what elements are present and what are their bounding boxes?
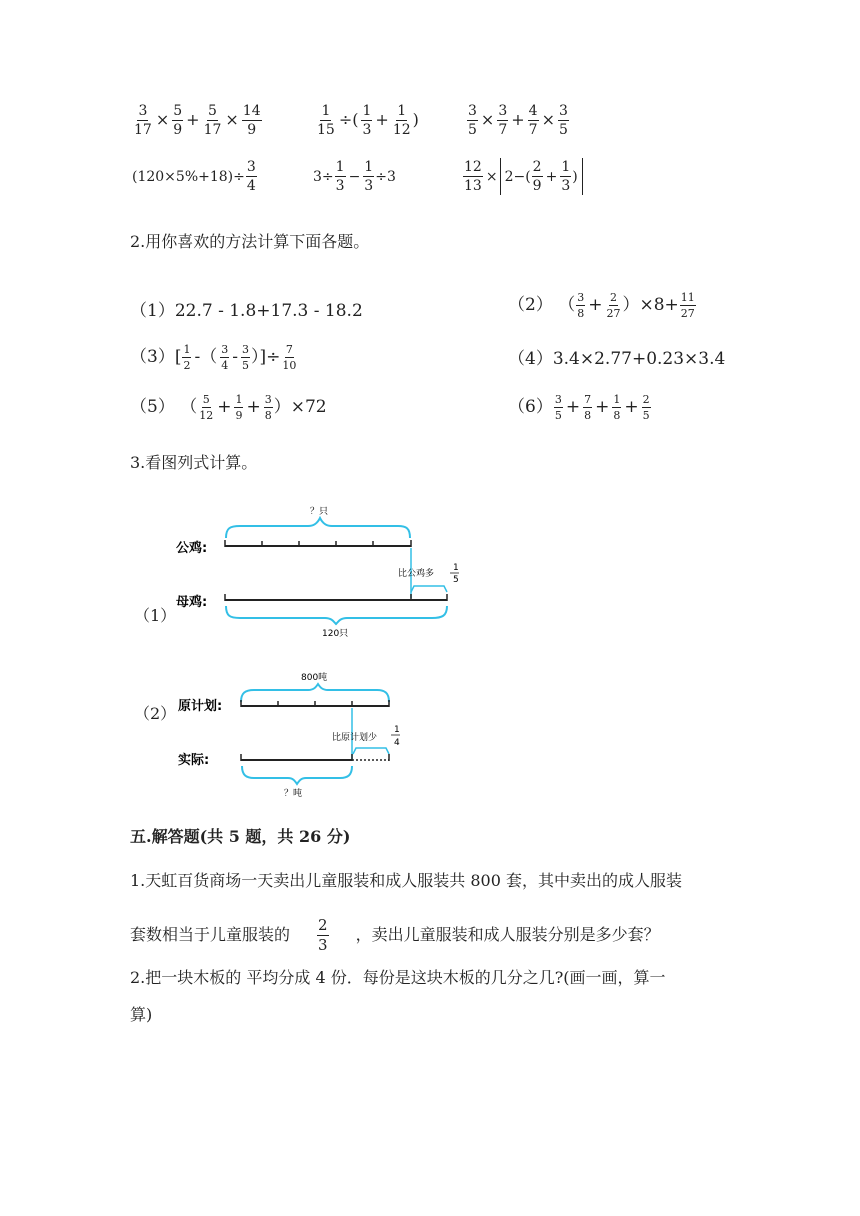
diagram-1-bottom-brace	[226, 606, 447, 624]
problem-6: （6） $\frac{3}{5}$ + $\frac{7}{8}$ + $\frac{1}{8}$ + $\frac{2}{5}$	[508, 393, 650, 422]
section-3-heading: 3.看图列式计算。	[130, 453, 258, 472]
diagram-2-top-brace	[241, 684, 389, 702]
section-5-heading: 五.解答题(共 5 题，共 26 分)	[130, 827, 351, 846]
expr-2c: $\frac{12}{13}$ × 2−( $\frac{2}{9}$ + $\frac{1}{3}$ )	[462, 158, 583, 195]
problem-5: （5） （ $\frac{5}{12}$ + $\frac{1}{9}$ + $\frac{3}{8}$ ）×72	[130, 393, 327, 422]
question-2-line-2: 算)	[130, 1005, 153, 1024]
expr-1c: $\frac{3}{5}$ × $\frac{3}{7}$ + $\frac{4}{7}$ × $\frac{3}{5}$	[468, 103, 568, 138]
diagram-2-small-brace	[353, 748, 389, 754]
diagram-2-top-label: 800吨	[301, 673, 328, 683]
diagram-1-bottom-label: 120只	[322, 629, 349, 639]
diagram-1-row2-label: 母鸡:	[176, 595, 208, 610]
problem-4: （4）3.4×2.77+0.23×3.4	[508, 349, 726, 369]
question-1-line-1: 1.天虹百货商场一天卖出儿童服装和成人服装共 800 套，其中卖出的成人服装	[130, 871, 682, 890]
diagram-2-bottom-label: ？吨	[284, 789, 303, 799]
diagram-1-note-den: 5	[453, 575, 459, 585]
diagram-2-row2-label: 实际:	[178, 753, 210, 768]
problem-3: （3）[ $\frac{1}{2}$ -（ $\frac{3}{4}$ - $\frac{3}{5}$ ）]÷ $\frac{7}{10}$	[130, 343, 297, 372]
expr-2a: (120×5%+18)÷ $\frac{3}{4}$	[132, 159, 256, 194]
diagram-2-row1-label: 原计划:	[178, 699, 223, 714]
diagram-2-number: （2）	[134, 704, 177, 723]
expr-1a: $\frac{3}{17}$ × $\frac{5}{9}$ + $\frac{5}{17}$ × $\frac{14}{9}$	[134, 103, 261, 138]
diagram-2-note-num: 1	[394, 725, 400, 735]
diagram-2-bottom-brace	[242, 766, 352, 784]
diagram-1-extra-brace	[411, 586, 447, 592]
diagram-1-note-num: 1	[453, 563, 459, 573]
problem-1: （1）22.7 - 1.8+17.3 - 18.2	[130, 301, 363, 321]
diagram-2-note-den: 4	[394, 738, 400, 748]
diagram-1-top-brace	[226, 518, 410, 538]
problem-2: （2） （ $\frac{3}{8}$ + $\frac{2}{27}$ ）×8+ $\frac{11}{27}$	[508, 291, 695, 320]
question-1-line-2: 套数相当于儿童服装的 $\frac{2}{3}$ ，卖出儿童服装和成人服装分别是多少套？	[130, 916, 660, 954]
expr-2b: 3÷ $\frac{1}{3}$ − $\frac{1}{3}$ ÷3	[313, 159, 396, 194]
diagram-1-number: （1）	[134, 606, 177, 625]
diagram-1-note: 比公鸡多	[398, 569, 435, 579]
diagram-1-top-label: ？只	[310, 507, 329, 517]
question-2-line-1: 2.把一块木板的 平均分成 4 份．每份是这块木板的几分之几?(画一画，算一	[130, 968, 666, 987]
diagram-1-row1-label: 公鸡:	[176, 541, 208, 556]
expr-1b: $\frac{1}{15}$ ÷( $\frac{1}{3}$ + $\frac{1}{12}$ )	[317, 103, 419, 138]
diagram-2	[170, 668, 430, 803]
diagram-1	[170, 500, 470, 645]
diagram-2-note: 比原计划少	[332, 733, 378, 743]
section-2-heading: 2.用你喜欢的方法计算下面各题。	[130, 232, 370, 251]
